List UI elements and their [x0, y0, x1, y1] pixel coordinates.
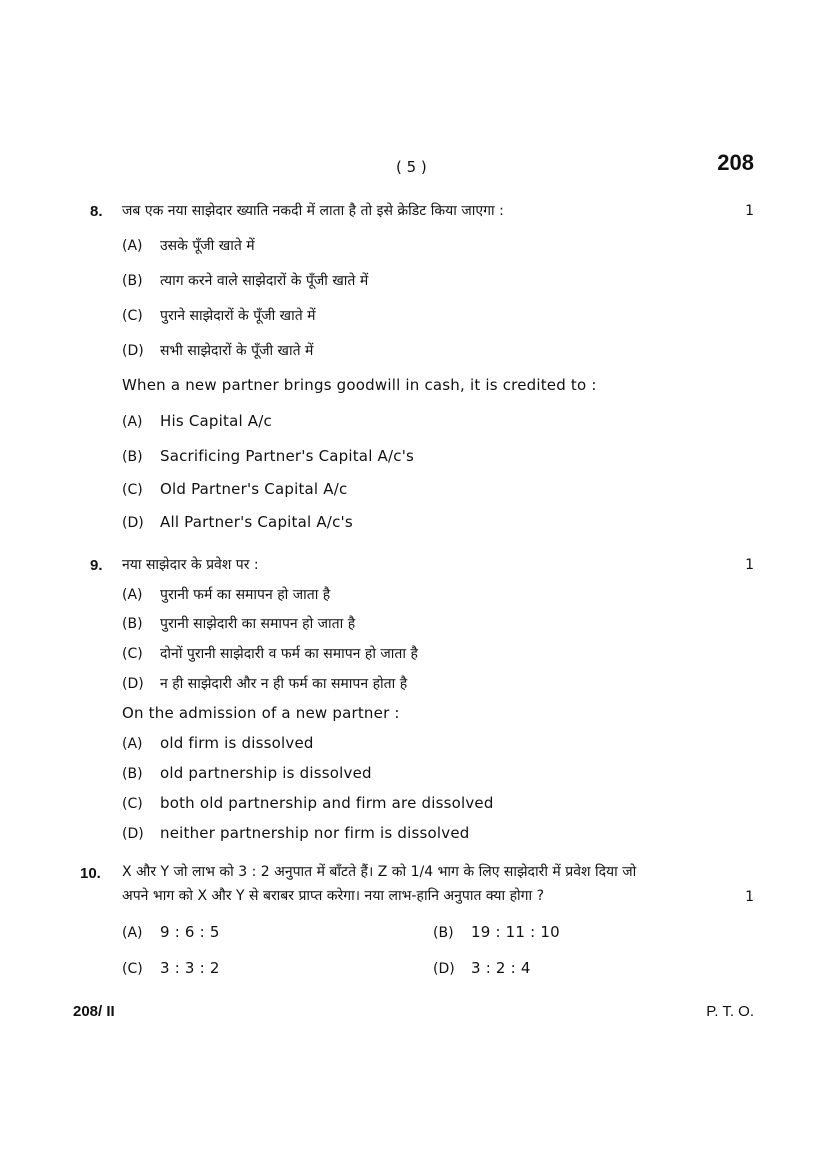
question-9-hindi-text: नया साझेदार के प्रवेश पर :: [122, 557, 259, 573]
option-text: न ही साझेदारी और न ही फर्म का समापन होता है: [160, 676, 408, 692]
option-label: (D): [122, 676, 144, 692]
option-text: His Capital A/c: [160, 412, 272, 430]
option-text: पुरानी फर्म का समापन हो जाता है: [160, 587, 331, 603]
option-text: उसके पूँजी खाते में: [160, 238, 255, 254]
question-9-english-text: On the admission of a new partner :: [122, 704, 400, 722]
option-label: (D): [122, 515, 144, 531]
option-text: 3 : 3 : 2: [160, 959, 220, 977]
q8-hindi-option-b: [122, 271, 368, 290]
option-label: (C): [122, 796, 143, 812]
option-text: पुरानी साझेदारी का समापन हो जाता है: [160, 616, 356, 632]
q8-hindi-option-c: [122, 306, 316, 325]
option-label: (B): [122, 449, 143, 465]
option-text: old firm is dissolved: [160, 734, 314, 752]
question-10-hindi-line-1: X और Y जो लाभ को 3 : 2 अनुपात में बाँटते हैं। Z को 1/4 भाग के लिए साझेदारी में प्रवेश दिया जो: [122, 864, 637, 880]
option-label: (C): [122, 646, 143, 662]
option-text: 3 : 2 : 4: [471, 959, 531, 977]
option-label: (D): [122, 826, 144, 842]
q9-english-option-b: [122, 764, 372, 782]
q8-english-option-d: [122, 513, 353, 531]
option-label: (B): [122, 273, 143, 289]
page-number: ( 5 ): [396, 158, 427, 176]
option-label: (A): [122, 736, 143, 752]
q9-hindi-option-d: [122, 674, 407, 693]
option-label: (C): [122, 482, 143, 498]
option-label: (A): [122, 587, 143, 603]
q9-hindi-option-a: [122, 585, 330, 604]
q8-english-option-c: [122, 480, 347, 498]
q8-hindi-option-d: [122, 341, 313, 360]
footer-pto: P. T. O.: [706, 1003, 754, 1020]
option-text: पुराने साझेदारों के पूँजी खाते में: [160, 308, 316, 324]
question-8-marks: 1: [745, 203, 754, 219]
question-10-hindi-line-2: अपने भाग को X और Y से बराबर प्राप्त करेगा। नया लाभ-हानि अनुपात क्या होगा ?: [122, 888, 545, 904]
option-label: (B): [122, 616, 143, 632]
option-text: neither partnership nor firm is dissolved: [160, 824, 470, 842]
option-text: दोनों पुरानी साझेदारी व फर्म का समापन हो जाता है: [160, 646, 418, 662]
q10-option-d: [433, 959, 531, 977]
q10-option-a: [122, 923, 220, 941]
option-label: (B): [122, 766, 143, 782]
option-label: (A): [122, 238, 143, 254]
footer-paper-code: 208/ II: [73, 1003, 115, 1020]
option-label: (C): [122, 308, 143, 324]
q9-english-option-a: [122, 734, 314, 752]
option-text: सभी साझेदारों के पूँजी खाते में: [160, 343, 314, 359]
option-text: 9 : 6 : 5: [160, 923, 220, 941]
question-8-hindi-text: जब एक नया साझेदार ख्याति नकदी में लाता है तो इसे क्रेडिट किया जाएगा :: [122, 203, 504, 219]
q9-hindi-option-b: [122, 614, 355, 633]
q8-hindi-option-a: [122, 236, 255, 255]
question-8-english-text: When a new partner brings goodwill in cash, it is credited to :: [122, 376, 597, 394]
paper-code: 208: [717, 150, 754, 175]
q8-english-option-a: [122, 412, 272, 430]
option-text: old partnership is dissolved: [160, 764, 372, 782]
option-label: (A): [122, 414, 143, 430]
option-label: (D): [122, 343, 144, 359]
q9-hindi-option-c: [122, 644, 418, 663]
question-10-number: 10.: [80, 865, 101, 882]
option-label: (B): [433, 925, 454, 941]
q8-english-option-b: [122, 447, 414, 465]
option-text: All Partner's Capital A/c's: [160, 513, 353, 531]
question-8-number: 8.: [90, 203, 103, 220]
q10-option-b: [433, 923, 560, 941]
question-10-marks: 1: [745, 889, 754, 905]
q9-english-option-c: [122, 794, 494, 812]
option-label: (C): [122, 961, 143, 977]
option-text: both old partnership and firm are dissolved: [160, 794, 494, 812]
option-label: (A): [122, 925, 143, 941]
q9-english-option-d: [122, 824, 470, 842]
question-9-number: 9.: [90, 557, 103, 574]
option-text: Sacrificing Partner's Capital A/c's: [160, 447, 415, 465]
option-text: Old Partner's Capital A/c: [160, 480, 348, 498]
option-text: त्याग करने वाले साझेदारों के पूँजी खाते में: [160, 273, 369, 289]
question-9-marks: 1: [745, 557, 754, 573]
option-text: 19 : 11 : 10: [471, 923, 560, 941]
q10-option-c: [122, 959, 220, 977]
option-label: (D): [433, 961, 455, 977]
